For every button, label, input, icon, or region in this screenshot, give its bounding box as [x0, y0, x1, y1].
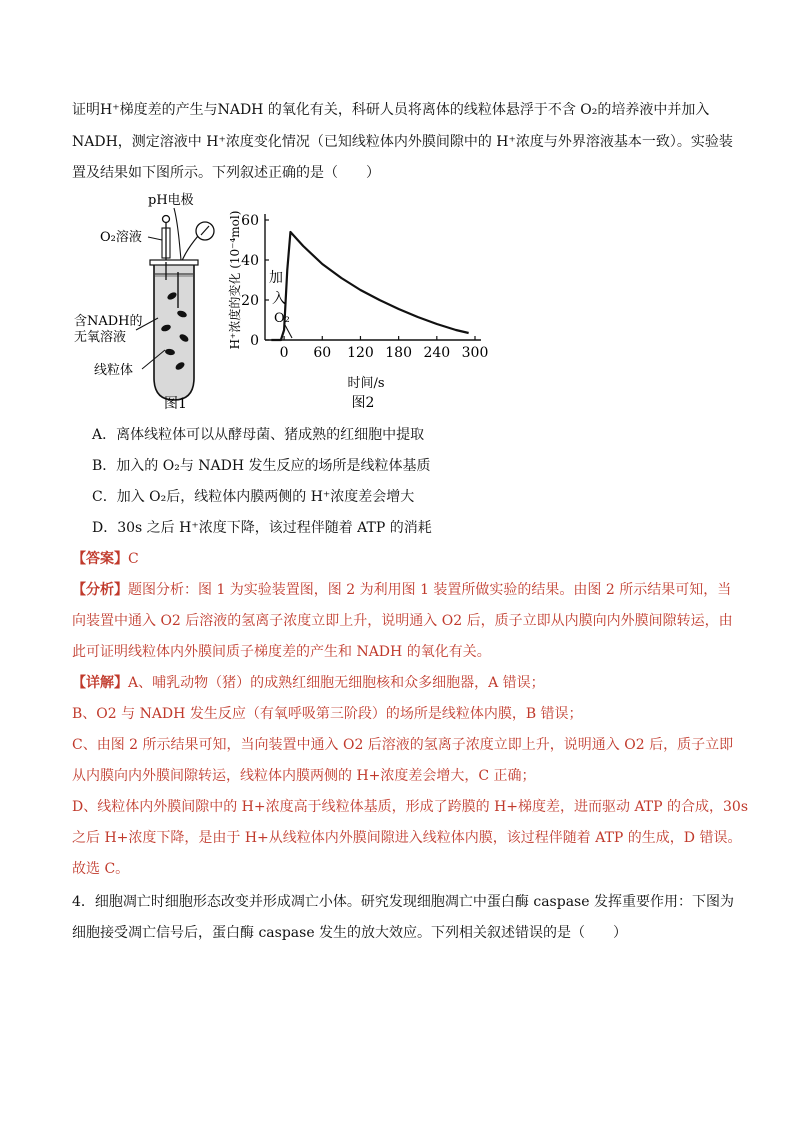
x-tick-label: 300 — [461, 345, 489, 361]
analysis-label: 【分析】 — [72, 582, 128, 598]
mitochondria-label: 线粒体 — [94, 363, 134, 378]
analysis-line: 向装置中通入 O2 后溶液的氢离子浓度立即上升，说明通入 O2 后，质子立即从内膜向内外膜间隙转运，由 — [72, 613, 733, 629]
medium-label-line1: 含NADH的 — [74, 314, 143, 329]
y-tick-label: 60 — [241, 213, 259, 229]
o2-solution-label: O₂溶液 — [100, 230, 142, 245]
answer-label: 【答案】 — [72, 551, 128, 567]
question-stem-line: 证明H⁺梯度差的产生与NADH 的氧化有关，科研人员将离体的线粒体悬浮于不含 O₂的培养液中并加入 — [72, 102, 710, 118]
medium-label-line2: 无氧溶液 — [74, 330, 127, 345]
x-tick-label: 180 — [385, 345, 413, 361]
x-tick-label: 60 — [313, 345, 332, 361]
y-axis-label: H⁺浓度的变化 (10⁻⁴mol) — [228, 210, 242, 350]
annotation-add-line3: O₂ — [274, 311, 290, 326]
annotation-add-line2: 入 — [272, 291, 286, 307]
figure2-chart — [205, 200, 500, 415]
detail-label: 【详解】 — [72, 675, 128, 691]
detail-line: 故选 C。 — [72, 861, 130, 877]
y-tick-label: 20 — [241, 293, 259, 309]
option-a: A．离体线粒体可以从酵母菌、猪成熟的红细胞中提取 — [92, 427, 425, 443]
detail-line: 【详解】A、哺乳动物（猪）的成熟红细胞无细胞核和众多细胞器，A 错误； — [72, 675, 545, 691]
series-line — [271, 232, 468, 340]
analysis-line: 【分析】题图分析：图 1 为实验装置图，图 2 为利用图 1 装置所做实验的结果。由图 2 所示结果可知，当 — [72, 582, 732, 598]
y-tick-label: 40 — [241, 253, 259, 269]
question-stem-line: NADH，测定溶液中 H⁺浓度变化情况（已知线粒体内外膜间隙中的 H⁺浓度与外界溶液基本一致）。实验装 — [72, 134, 733, 150]
figure2-caption: 图2 — [351, 395, 375, 411]
detail-line: 之后 H+浓度下降，是由于 H+从线粒体内外膜间隙进入线粒体内膜，该过程伴随着 ATP 的生成，D 错误。 — [72, 830, 742, 846]
option-b: B．加入的 O₂与 NADH 发生反应的场所是线粒体基质 — [92, 458, 431, 474]
x-tick-label: 240 — [423, 345, 451, 361]
detail-line: B、O2 与 NADH 发生反应（有氧呼吸第三阶段）的场所是线粒体内膜，B 错误； — [72, 706, 583, 722]
x-tick-label: 0 — [279, 345, 289, 361]
annotation-add-line1: 加 — [269, 270, 283, 286]
option-d: D．30s 之后 H⁺浓度下降，该过程伴随着 ATP 的消耗 — [92, 520, 432, 536]
detail-line: D、线粒体内外膜间隙中的 H+浓度高于线粒体基质，形成了跨膜的 H+梯度差，进而驱动 ATP 的合成，30s — [72, 799, 749, 815]
figure1-caption: 图1 — [164, 396, 187, 412]
ph-electrode-label: pH电极 — [148, 193, 194, 208]
tube-stopper — [150, 260, 198, 265]
detail-line: 从内膜向内外膜间隙转运，线粒体内膜两侧的 H+浓度差会增大，C 正确； — [72, 768, 536, 784]
question-stem-line: 置及结果如下图所示。下列叙述正确的是（ ） — [72, 165, 380, 181]
question4-line: 细胞接受凋亡信号后，蛋白酶 caspase 发生的放大效应。下列相关叙述错误的是（ ） — [72, 925, 628, 941]
test-tube — [154, 263, 194, 400]
answer-line — [72, 549, 139, 569]
detail-line: C、由图 2 所示结果可知，当向装置中通入 O2 后溶液的氢离子浓度立即上升，说明通入 O2 后，质子立即 — [72, 737, 734, 753]
option-c: C．加入 O₂后，线粒体内膜两侧的 H⁺浓度差会增大 — [92, 489, 415, 505]
answer-value: C — [128, 551, 139, 567]
x-tick-label: 120 — [347, 345, 374, 361]
question4-line: 4．细胞凋亡时细胞形态改变并形成凋亡小体。研究发现细胞凋亡中蛋白酶 caspase 发挥重要作用：下图为 — [72, 894, 734, 910]
annotation-arrow — [285, 325, 292, 338]
x-axis-label: 时间/s — [347, 376, 385, 391]
dropper-bulb — [163, 216, 170, 223]
analysis-line: 此可证明线粒体内外膜间质子梯度差的产生和 NADH 的氧化有关。 — [72, 644, 491, 660]
y-tick-label: 0 — [250, 333, 259, 349]
